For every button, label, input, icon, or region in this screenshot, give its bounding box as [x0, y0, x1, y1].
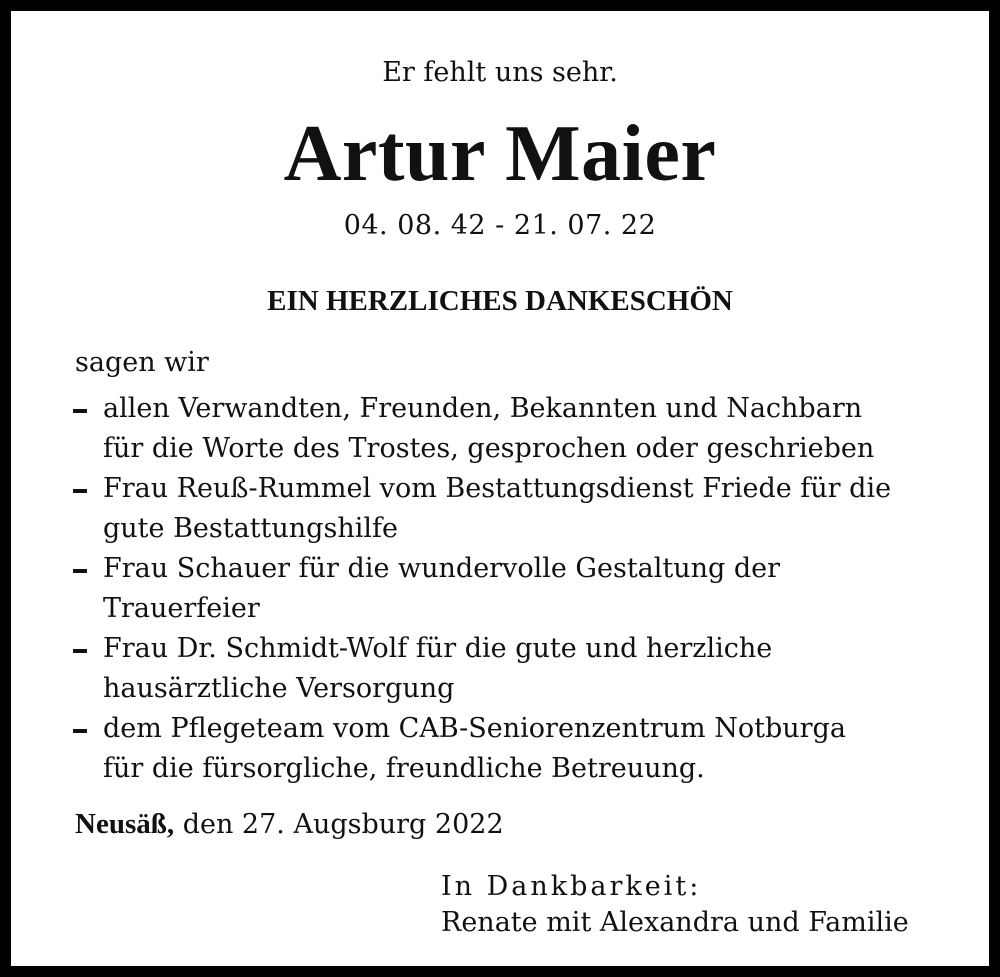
intro-text: sagen wir: [75, 347, 209, 378]
signers-text: Renate mit Alexandra und Familie: [441, 907, 909, 938]
list-item-line: für die fürsorgliche, freundliche Betreuung.: [103, 753, 705, 784]
dash-bullet-icon: [73, 409, 87, 413]
list-item: [67, 469, 891, 549]
dash-bullet-icon: [73, 729, 87, 733]
closing-text: In Dankbarkeit:: [441, 871, 702, 902]
signature-block: [441, 869, 909, 941]
place-name: Neusäß,: [75, 808, 175, 840]
list-item-line: allen Verwandten, Freunden, Bekannten und Nachbarn: [103, 393, 863, 424]
deceased-name: Artur Maier: [283, 110, 717, 198]
list-item-line: Frau Dr. Schmidt-Wolf für die gute und herzliche: [103, 633, 773, 664]
dash-bullet-icon: [73, 569, 87, 573]
life-dates: 04. 08. 42 - 21. 07. 22: [343, 210, 657, 241]
thanks-list: [67, 389, 891, 789]
dash-bullet-icon: [73, 649, 87, 653]
list-item-line: für die Worte des Trostes, gesprochen oder geschrieben: [103, 433, 875, 464]
dash-bullet-icon: [73, 489, 87, 493]
list-item: [67, 709, 891, 789]
list-item-line: Frau Reuß-Rummel vom Bestattungsdienst Friede für die: [103, 473, 892, 504]
list-item-line: Frau Schauer für die wundervolle Gestaltung der: [103, 553, 781, 584]
place-date-line: [75, 804, 504, 845]
list-item: [67, 629, 891, 709]
date-text: den 27. Augsburg 2022: [174, 809, 504, 840]
list-item: [67, 549, 891, 629]
list-item-line: hausärztliche Versorgung: [103, 673, 455, 704]
tagline: Er fehlt uns sehr.: [382, 57, 618, 88]
list-item-line: Trauerfeier: [103, 593, 260, 624]
list-item: [67, 389, 891, 469]
list-item-line: gute Bestattungshilfe: [103, 513, 398, 544]
list-item-line: dem Pflegeteam vom CAB-Seniorenzentrum Notburga: [103, 713, 846, 744]
thanks-heading: EIN HERZLICHES DANKESCHÖN: [267, 285, 733, 317]
